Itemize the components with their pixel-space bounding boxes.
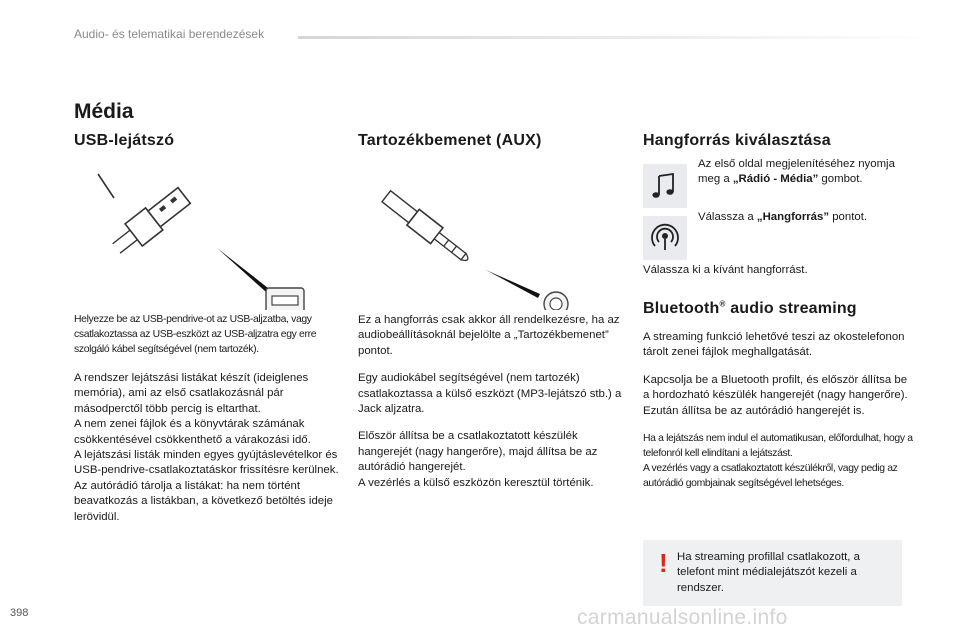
- usb-heading: USB-lejátszó: [74, 132, 175, 149]
- bluetooth-paragraph: Ezután állítsa be az autórádió hangerejét is.: [643, 404, 865, 417]
- usb-paragraph: A nem zenei fájlok és a könyvtárak számának csökkentésével csökkenthető a várakozási idő.: [74, 418, 311, 446]
- bluetooth-paragraph: Kapcsolja be a Bluetooth profilt, és először állítsa be a hordozható készülék hangerejét (nagy hangerőre).: [643, 373, 908, 402]
- source-section: [643, 130, 913, 530]
- usb-paragraph: A lejátszási listák minden egyes gyújtáslevételkor és USB-pendrive-csatlakoztatáskor frissítésre kerülnek. Az autórádió tárolja a listákat: ha nem történt beavatkozás a listákban, a következő betöltés ideje lerövidül.: [74, 449, 339, 523]
- aux-heading: Tartozékbemenet (AUX): [358, 132, 542, 149]
- aux-paragraph: Egy audiokábel segítségével (nem tartozék) csatlakoztassa a külső eszközt (MP3-lejátszó stb.) a Jack aljzatra.: [358, 372, 622, 416]
- warning-box: [643, 540, 902, 606]
- broadcast-source-icon: [643, 216, 687, 260]
- usb-note: Helyezze be az USB-pendrive-ot az USB-aljzatba, vagy csatlakoztassa az USB-eszközt az USB-aljzatra egy erre szolgáló kábel segítségével (nem tartozék).: [74, 314, 317, 355]
- aux-paragraph: Ez a hangforrás csak akkor áll rendelkezésre, ha az audiobeállításoknál bejelölte a „Tartozékbemenet” pontot.: [358, 314, 620, 357]
- music-note-icon: [643, 164, 687, 208]
- usb-paragraph: A rendszer lejátszási listákat készít (ideiglenes memória), ami az első csatlakozásnál pár másodperctől több percig is eltarthat.: [74, 372, 309, 415]
- watermark: carmanualsonline.info: [577, 606, 788, 629]
- aux-paragraph: A vezérlés a külső eszközön keresztül történik.: [358, 476, 594, 489]
- bluetooth-note: Ha a lejátszás nem indul el automatikusan, előfordulhat, hogy a telefonról kell elindítani a lejátszást.: [643, 433, 913, 460]
- page-title: Média: [74, 100, 134, 123]
- source-step-2: Válassza a „Hangforrás” pontot.: [698, 211, 868, 223]
- warning-icon: !: [659, 548, 668, 578]
- source-heading: Hangforrás kiválasztása: [643, 132, 831, 149]
- page-number: 398: [10, 607, 29, 619]
- usb-plug-icon: [74, 170, 334, 310]
- warning-text: Ha streaming profillal csatlakozott, a telefont mint médialejátszót kezeli a rendszer.: [677, 551, 860, 594]
- source-step-1: Az első oldal megjelenítéséhez nyomja meg a „Rádió - Média” gombot.: [698, 158, 895, 186]
- source-after-text: Válassza ki a kívánt hangforrást.: [643, 264, 808, 276]
- running-header: Audio- és telematikai berendezések: [74, 27, 265, 41]
- bluetooth-paragraph: A streaming funkció lehetővé teszi az okostelefonon tárolt zenei fájlok meghallgatását.: [643, 331, 905, 359]
- bluetooth-note: A vezérlés vagy a csatlakoztatott készülékről, vagy pedig az autórádió gombjainak segítségével lehetséges.: [643, 463, 898, 490]
- bluetooth-heading: Bluetooth® audio streaming: [643, 299, 857, 317]
- usb-section: [74, 130, 344, 525]
- aux-section: [358, 130, 628, 491]
- bluetooth-section: [643, 298, 913, 491]
- header-divider: [298, 36, 938, 39]
- jack-plug-icon: [358, 170, 618, 310]
- aux-paragraph: Először állítsa be a csatlakoztatott készülék hangerejét (nagy hangerőre), majd állítsa be az autórádió hangerejét.: [358, 430, 598, 474]
